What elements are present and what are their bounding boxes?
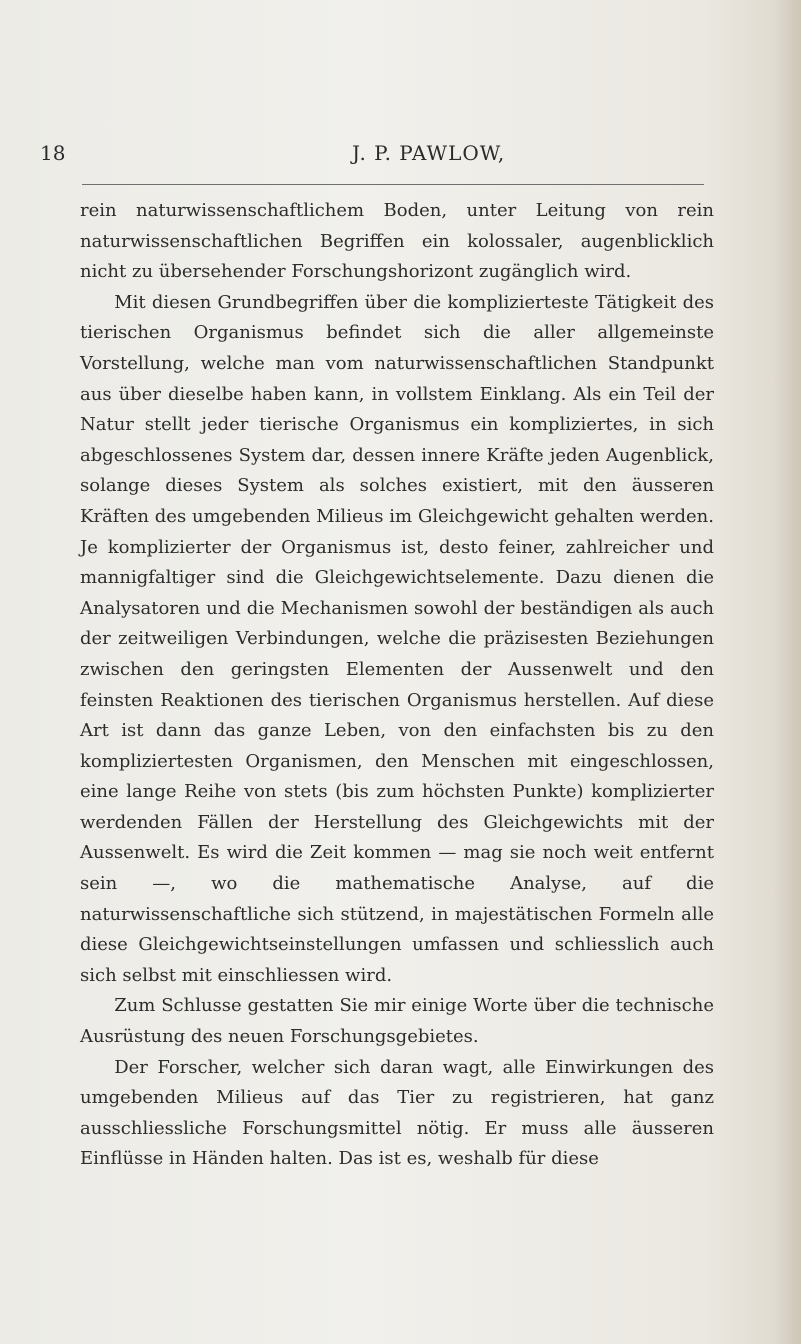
paragraph: Mit diesen Grundbegriffen über die komplizierteste Tätigkeit des tierischen Organismus befindet sich die aller allgemeinste Vorstellung, welche man vom naturwissenschaftlichen Standpunkt aus über dieselbe haben kann, in vollstem Einklang. Als ein Teil der Natur stellt jeder tierische Organismus ein kompliziertes, in sich abgeschlossenes System dar, dessen innere Kräfte jeden Augenblick, solange dieses System als solches existiert, mit den äusseren Kräften des umgebenden Milieus im Gleichgewicht gehalten werden. Je komplizierter der Organismus ist, desto feiner, zahlreicher und mannigfaltiger sind die Gleichgewichtselemente. Dazu dienen die Analysatoren und die Mechanismen sowohl der beständigen als auch der zeitweiligen Verbindungen, welche die präzisesten Beziehungen zwischen den geringsten Elementen der Aussenwelt und den feinsten Reaktionen des tierischen Organismus herstellen. Auf diese Art ist dann das ganze Leben, von den einfachsten bis zu den kompliziertesten Organismen, den Menschen mit eingeschlossen, eine lange Reihe von stets (bis zum höchsten Punkte) komplizierter werdenden Fällen der Herstellung des Gleichgewichts mit der Aussenwelt. Es wird die Zeit kommen — mag sie noch weit entfernt sein —, wo die mathematische Analyse, auf die naturwissenschaftliche sich stützend, in majestätischen Formeln alle diese Gleichgewichtseinstellungen umfassen und schliesslich auch sich selbst mit einschliessen wird. [80,291,714,986]
paragraph: Der Forscher, welcher sich daran wagt, alle Einwirkungen des umgebenden Milieus auf das Tier zu registrieren, hat ganz ausschliessliche Forschungsmittel nötig. Er muss alle äusseren Einflüsse in Händen halten. Das ist es, weshalb für diese [80,1056,714,1170]
header-rule [82,184,704,185]
page-number: 18 [40,141,66,165]
page-edge-shadow [773,0,801,1344]
paragraph: Zum Schlusse gestatten Sie mir einige Worte über die technische Ausrüstung des neuen Forschungsgebietes. [80,995,714,1048]
page-header [40,141,740,175]
paragraph-continued: rein naturwissenschaftlichem Boden, unter Leitung von rein naturwissenschaftlichen Begriffen ein kolossaler, augenblicklich nicht zu übersehender Forschungshorizont zugänglich wird. [80,200,714,283]
body-text [80,196,714,1316]
running-head: J. P. PAWLOW, [352,141,506,165]
